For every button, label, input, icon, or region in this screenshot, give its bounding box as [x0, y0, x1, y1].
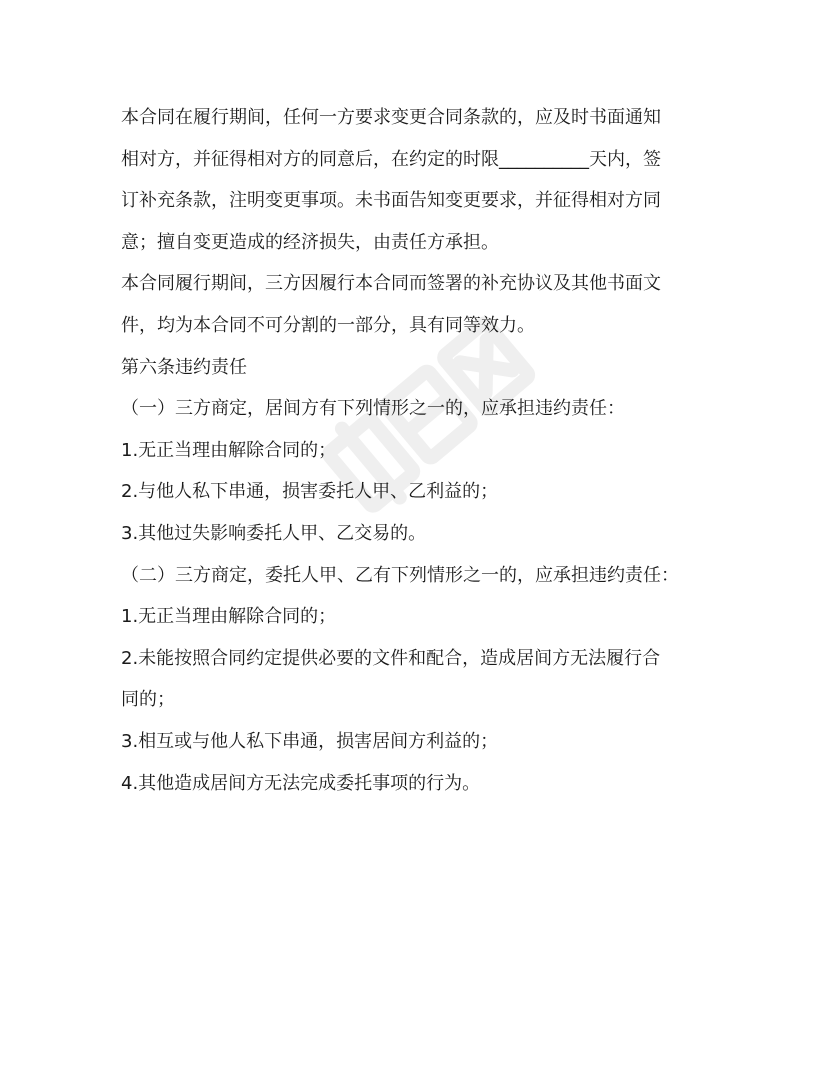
- text-line: 本合同在履行期间，任何一方要求变更合同条款的，应及时书面通知: [121, 107, 661, 128]
- text-line: 本合同履行期间，三方因履行本合同而签署的补充协议及其他书面文: [121, 273, 661, 295]
- text-line: 件，均为本合同不可分割的一部分，具有同等效力。: [121, 314, 535, 336]
- list-item: 2.未能按照合同约定提供必要的文件和配合，造成居间方无法履行合: [121, 647, 661, 669]
- section-heading: 第六条违约责任: [121, 356, 247, 378]
- text-line: 意；擅自变更造成的经济损失，由责任方承担。: [121, 231, 499, 253]
- list-item: 1.无正当理由解除合同的；: [121, 606, 337, 628]
- list-item: 4.其他造成居间方无法完成委托事项的行为。: [121, 772, 481, 794]
- list-item-continuation: 同的；: [121, 689, 175, 711]
- text-line: 相对方，并征得相对方的同意后，在约定的时限__________天内，签: [121, 148, 661, 170]
- document-body: [121, 97, 721, 804]
- list-item: 1.无正当理由解除合同的；: [121, 439, 337, 461]
- text-line: 订补充条款，注明变更事项。未书面告知变更要求，并征得相对方同: [121, 190, 661, 212]
- text-line: （一）三方商定，居间方有下列情形之一的，应承担违约责任：: [121, 398, 625, 420]
- list-item: 3.其他过失影响委托人甲、乙交易的。: [121, 522, 427, 544]
- list-item: 3.相互或与他人私下串通，损害居间方利益的；: [121, 730, 499, 752]
- list-item: 2.与他人私下串通，损害委托人甲、乙利益的；: [121, 481, 499, 503]
- text-line: （二）三方商定，委托人甲、乙有下列情形之一的，应承担违约责任：: [121, 564, 679, 586]
